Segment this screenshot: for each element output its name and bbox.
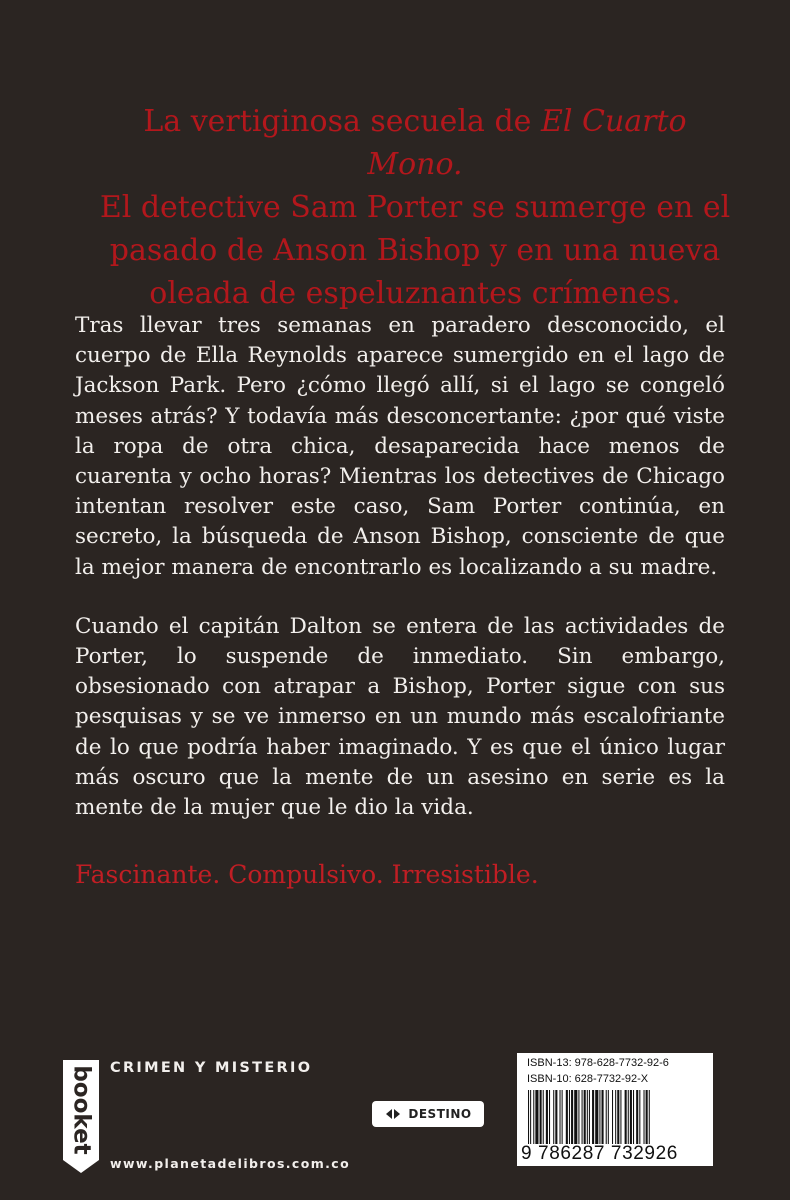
tagline-line-2: El detective Sam Porter se sumerge en el [99,190,731,225]
synopsis [75,311,725,823]
svg-text:booket: booket [68,1065,95,1155]
destino-imprint-logo [372,1101,484,1127]
book-title-reference: El Cuarto Mono. [367,104,687,182]
barcode-digits: 9 786287 732926 [521,1143,678,1164]
synopsis-paragraph-1: Tras llevar tres semanas en paradero desconocido, el cuerpo de Ella Reynolds aparece sumergido en el lago de Jackson Park. Pero ¿cómo llegó allí, si el lago se congeló meses atrás? Y todavía más desconcertante: ¿por qué viste la ropa de otra chica, desaparecida hace menos de cuarenta y ocho horas? Mientras los detectives de Chicago intentan resolver este caso, Sam Porter continúa, en secreto, la búsqueda de Anson Bishop, consciente de que la mejor manera de encontrarlo es localizando a su madre. [75,313,725,580]
booket-logo [62,1060,102,1175]
destino-label: DESTINO [408,1107,472,1121]
tagline-line-3: pasado de Anson Bishop y en una nueva [109,233,721,268]
isbn-10: ISBN-10: 628-7732-92-X [527,1073,649,1085]
barcode-bars [526,1090,706,1144]
genre-label: CRIMEN Y MISTERIO [110,1060,313,1076]
tagline [95,100,735,315]
tagline-line-1: La vertiginosa secuela de El Cuarto Mono. [143,104,687,182]
synopsis-paragraph-2: Cuando el capitán Dalton se entera de las actividades de Porter, lo suspende de inmediato. Sin embargo, obsesionado con atrapar a Bishop, Porter sigue con sus pesquisas y se ve inmerso en un mundo más escalofriante de lo que podría haber imaginado. Y es que el único lugar más oscuro que la mente de un asesino en serie es la mente de la mujer que le dio la vida. [75,613,725,821]
blurb: Fascinante. Compulsivo. Irresistible. [75,860,539,889]
barcode-panel [517,1053,713,1166]
isbn-13: ISBN-13: 978-628-7732-92-6 [527,1057,669,1069]
tagline-line-4: oleada de espeluznantes crímenes. [149,276,681,311]
destino-mark-icon [384,1107,402,1121]
publisher-website: www.planetadelibros.com.co [110,1156,351,1171]
